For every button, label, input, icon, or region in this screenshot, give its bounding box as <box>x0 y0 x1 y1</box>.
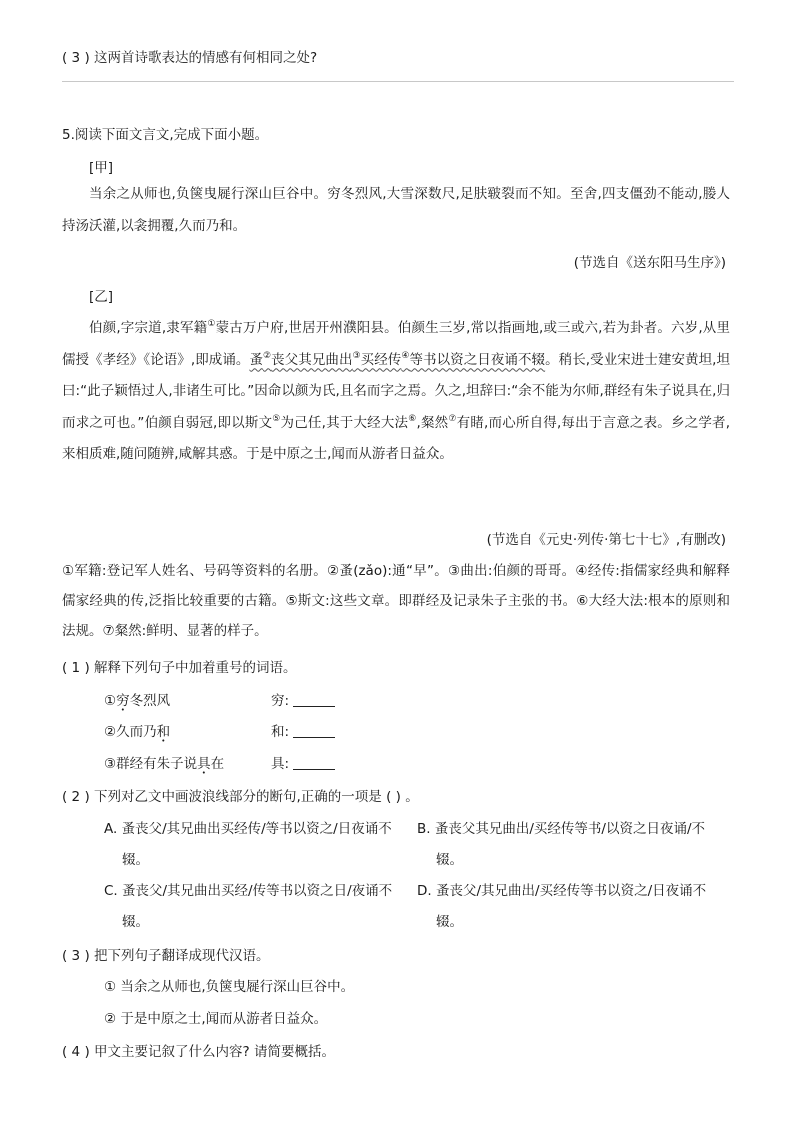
question-1-stem: ( 1 ) 解释下列句子中加着重号的词语。 <box>62 660 297 676</box>
question-4-stem: ( 4 ) 甲文主要记叙了什么内容? 请简要概括。 <box>62 1044 335 1060</box>
passage-jia-label: [甲] <box>89 160 114 176</box>
q1-item-1: ①穷冬烈风 <box>104 693 171 709</box>
note-ref: ① <box>207 319 216 329</box>
wavy-underlined-sentence: 蚤②丧父其兄曲出③买经传④等书以资之日夜诵不辍 <box>249 350 546 368</box>
q1-item-2: ②久而乃和 <box>104 724 171 740</box>
passage-jia-text: 当余之从师也,负箧曳屣行深山巨谷中。穷冬烈风,大雪深数尺,足肤皲裂而不知。至舍,四支僵劲不能动,媵人持汤沃灌,以衾拥覆,久而乃和。 <box>62 186 730 234</box>
q1-answer-1: 穷: <box>271 689 335 709</box>
footnotes: ①军籍:登记军人姓名、号码等资料的名册。②蚤(zǎo):通“早”。③曲出:伯颜的哥哥。④经传:指儒家经典和解释儒家经典的传,泛指比较重要的古籍。⑤斯文:这些文章。即群经及记录朱子主张的书。⑥大经大法:根本的原则和法规。⑦粲然:鲜明、显著的样子。 <box>62 563 730 639</box>
q2-option-d-cont: 辍。 <box>436 914 463 930</box>
q2-option-d[interactable]: D. 蚤丧父/其兄曲出/买经传等书以资之/日夜诵不 <box>417 883 707 899</box>
q1-answer-3: 具: <box>271 752 335 772</box>
question-3-stem: ( 3 ) 把下列句子翻译成现代汉语。 <box>62 948 270 964</box>
q2-option-c-cont: 辍。 <box>122 914 149 930</box>
divider <box>62 81 734 82</box>
q2-option-b-cont: 辍。 <box>436 852 463 868</box>
q2-option-b[interactable]: B. 蚤丧父其兄曲出/买经传等书/以资之日夜诵/不 <box>417 821 705 837</box>
q2-option-a-cont: 辍。 <box>122 852 149 868</box>
question-2-stem: ( 2 ) 下列对乙文中画波浪线部分的断句,正确的一项是 ( ) 。 <box>62 789 419 805</box>
q1-item-3: ③群经有朱子说具在 <box>104 756 225 772</box>
q3-item-1: ① 当余之从师也,负箧曳屣行深山巨谷中。 <box>104 979 355 995</box>
answer-blank[interactable] <box>293 725 335 738</box>
q2-option-c[interactable]: C. 蚤丧父/其兄曲出买经/传等书以资之日/夜诵不 <box>104 883 393 899</box>
answer-blank[interactable] <box>293 757 335 770</box>
q3-item-2: ② 于是中原之士,闻而从游者日益众。 <box>104 1011 328 1027</box>
passage-jia-source: (节选自《送东阳马生序》) <box>573 255 726 271</box>
answer-blank[interactable] <box>293 694 335 707</box>
passage-yi-label: [乙] <box>89 289 114 305</box>
section-intro: 5.阅读下面文言文,完成下面小题。 <box>62 127 269 143</box>
question-3-top: ( 3 ) 这两首诗歌表达的情感有何相同之处? <box>62 50 318 66</box>
passage-yi-text: 伯颜,字宗道,隶军籍①蒙古万户府,世居开州濮阳县。伯颜生三岁,常以指画地,或三或六,若为卦者。六岁,从里儒授《孝经》《论语》,即成诵。蚤②丧父其兄曲出③买经传④等书以资之日夜诵不辍。稍长,受业宋进士建安黄坦,坦曰:“此子颖悟过人,非诸生可比。”因命以颜为氏,且名而字之焉。久之,坦辞曰:“余不能为尔师,群经有朱子说具在,归而求之可也。”伯颜自弱冠,即以斯文⑤为己任,其于大经大法⑥,粲然⑦有睹,而心所自得,每出于言意之表。乡之学者,来相质难,随问随辨,咸解其惑。于是中原之士,闻而从游者日益众。 <box>62 319 731 462</box>
q1-answer-2: 和: <box>271 720 335 740</box>
q2-option-a[interactable]: A. 蚤丧父/其兄曲出买经传/等书以资之/日夜诵不 <box>104 821 392 837</box>
passage-yi-source: (节选自《元史·列传·第七十七》,有删改) <box>486 532 726 548</box>
